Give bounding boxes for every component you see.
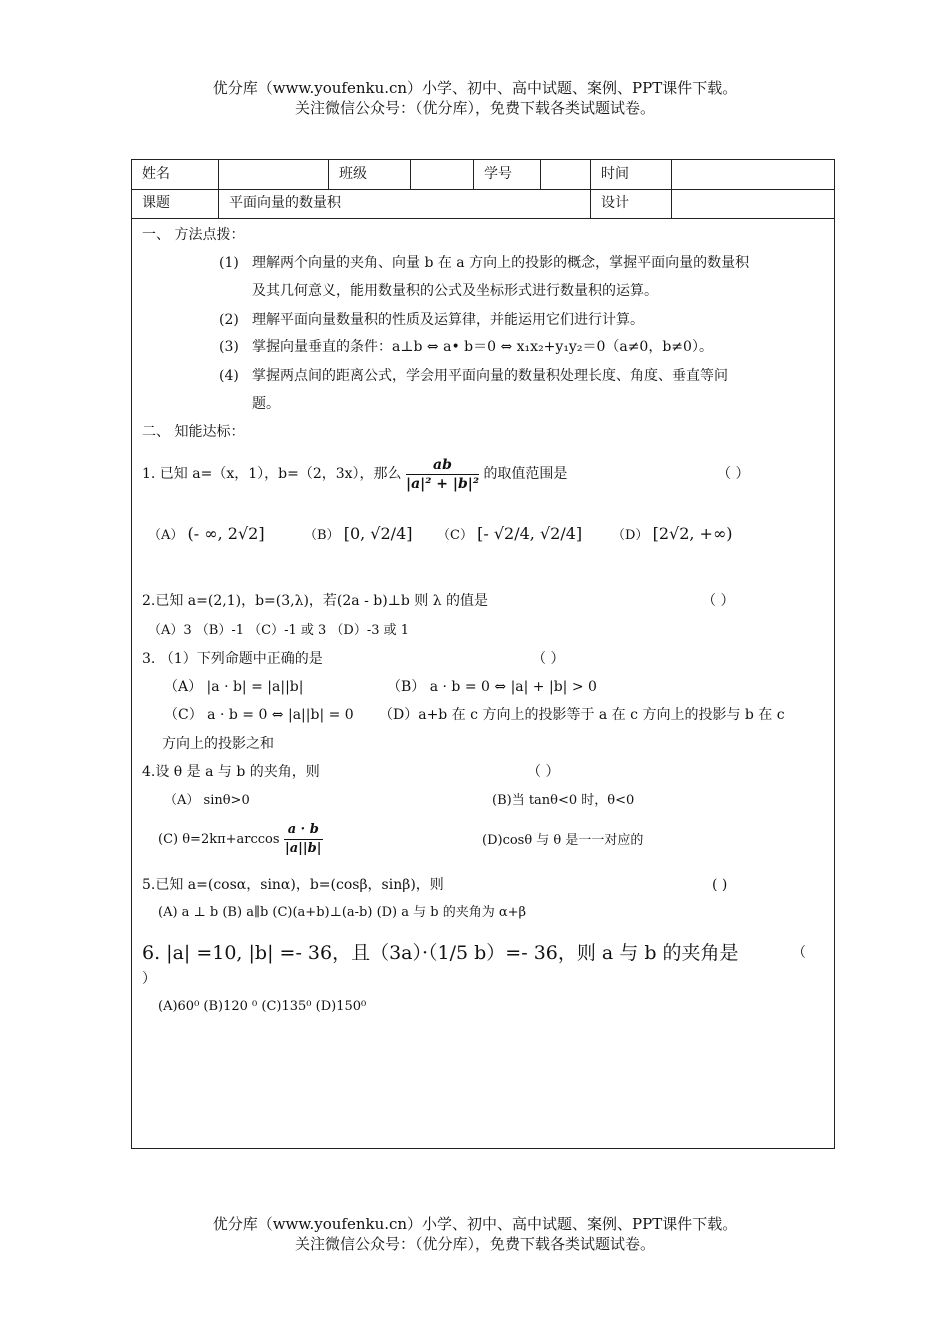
- design-label: 设计: [591, 189, 672, 218]
- q1-stem-end: 的取值范围是: [483, 466, 568, 482]
- q1-a-value: (- ∞, 2√2]: [187, 524, 265, 543]
- method-item-2-line1: 理解平面向量数量积的性质及运算律，并能运用它们进行计算。: [252, 312, 644, 328]
- page-footer: [0, 1214, 950, 1254]
- q1-c-label: （C）: [437, 528, 473, 543]
- section1-title: 一、 方法点拨：: [142, 227, 245, 243]
- q1-option-d: [612, 524, 733, 546]
- time-label: 时间: [591, 160, 672, 189]
- q4-c-num: a · b: [284, 821, 323, 840]
- footer-line-2: 关注微信公众号：（优分库），免费下载各类试题试卷。: [294, 1235, 655, 1253]
- q4-c-fraction: [284, 821, 323, 858]
- name-label: 姓名: [132, 160, 219, 189]
- q1-stem-start: 1. 已知 a=（x，1），b=（2，3x），那么: [142, 466, 402, 482]
- q1-frac-num: ab: [406, 456, 479, 475]
- question-2-stem: 2.已知 a=(2,1)，b=(3,λ)，若(2a - b)⊥b 则 λ 的值是: [142, 593, 489, 609]
- header-line-2: 关注微信公众号：（优分库），免费下载各类试题试卷。: [294, 99, 655, 117]
- class-label: 班级: [329, 160, 411, 189]
- q4-c-prefix: (C) θ=2kπ+arccos: [158, 832, 280, 847]
- q1-d-value: [2√2, +∞): [652, 524, 733, 543]
- section2-title: 二、 知能达标：: [142, 424, 245, 440]
- page-header: [0, 78, 950, 118]
- question-3-stem: 3. （1）下列命题中正确的是: [142, 651, 323, 667]
- method-item-1-num: (1): [219, 255, 239, 271]
- q1-answer-paren: （ ）: [717, 466, 750, 482]
- q1-d-label: （D）: [612, 528, 649, 543]
- q3-answer-paren: （ ）: [532, 651, 565, 667]
- q1-option-c: [437, 524, 582, 546]
- student-id-label: 学号: [474, 160, 541, 189]
- q5-answer-paren: ( ): [712, 877, 728, 893]
- q4-answer-paren: （ ）: [527, 764, 560, 780]
- worksheet-table: [131, 159, 835, 1149]
- method-item-1-line1: 理解两个向量的夹角、向量 b 在 a 方向上的投影的概念，掌握平面向量的数量积: [252, 255, 750, 271]
- q1-a-label: （A）: [148, 528, 184, 543]
- method-item-3-line1: 掌握向量垂直的条件：a⊥b ⇔ a• b＝0 ⇔ x₁x₂+y₁y₂＝0（a≠0，b≠0）。: [252, 339, 713, 355]
- question-5-stem: 5.已知 a=(cosα，sinα)，b=(cosβ，sinβ)，则: [142, 877, 444, 893]
- method-item-3-num: (3): [219, 339, 239, 355]
- q3-option-b: （B） a · b = 0 ⇔ |a| + |b| > 0: [387, 679, 597, 695]
- topic-value: 平面向量的数量积: [219, 189, 591, 218]
- q1-option-b: [304, 524, 412, 546]
- q1-b-label: （B）: [304, 528, 340, 543]
- method-item-4-line2: 题。: [252, 396, 280, 412]
- q6-options: (A)60⁰ (B)120 ⁰ (C)135⁰ (D)150⁰: [158, 999, 367, 1014]
- name-field[interactable]: [219, 160, 329, 189]
- method-item-4-num: (4): [219, 368, 239, 384]
- topic-label: 课题: [132, 189, 219, 218]
- q4-option-c: [158, 817, 323, 863]
- q5-options: (A) a ⊥ b (B) a∥b (C)(a+b)⊥(a-b) (D) a 与 b 的夹角为 α+β: [158, 905, 527, 920]
- q2-options: （A）3 （B）-1 （C）-1 或 3 （D）-3 或 1: [148, 623, 410, 638]
- q3-option-c: （C） a · b = 0 ⇔ |a||b| = 0: [164, 707, 354, 723]
- question-6-stem: 6. |a| =10, |b| =- 36，且（3a）·（1/5 b）=- 36，则 a 与 b 的夹角是: [142, 942, 739, 964]
- topic-row: [132, 189, 834, 219]
- q1-c-value: [- √2/4, √2/4]: [477, 524, 583, 543]
- q3-option-a: （A） |a · b| = |a||b|: [164, 679, 304, 695]
- q1-option-a: [148, 524, 265, 546]
- time-field[interactable]: [672, 160, 834, 189]
- question-1-stem: [142, 451, 567, 497]
- question-4-stem: 4.设 θ 是 a 与 b 的夹角，则: [142, 764, 320, 780]
- q4-option-a: （A） sinθ>0: [164, 793, 250, 808]
- q3-option-d-line2: 方向上的投影之和: [162, 736, 274, 752]
- method-item-1-line2: 及其几何意义，能用数量积的公式及坐标形式进行数量积的运算。: [252, 283, 658, 299]
- q3-option-d-line1: （D）a+b 在 c 方向上的投影等于 a 在 c 方向上的投影与 b 在 c: [379, 707, 785, 723]
- footer-line-1: 优分库（www.youfenku.cn）小学、初中、高中试题、案例、PPT课件下载。: [212, 1215, 738, 1233]
- q1-fraction: [406, 456, 479, 493]
- design-field[interactable]: [672, 189, 834, 218]
- class-field[interactable]: [411, 160, 474, 189]
- q6-paren-close: ）: [142, 971, 156, 987]
- q1-frac-den: |a|² + |b|²: [406, 475, 479, 492]
- q4-c-den: |a||b|: [285, 841, 322, 856]
- q4-option-d: (D)cosθ 与 θ 是一一对应的: [482, 833, 644, 848]
- method-item-4-line1: 掌握两点间的距离公式，学会用平面向量的数量积处理长度、角度、垂直等问: [252, 368, 728, 384]
- student-id-field[interactable]: [541, 160, 591, 189]
- method-item-2-num: (2): [219, 312, 239, 328]
- header-line-1: 优分库（www.youfenku.cn）小学、初中、高中试题、案例、PPT课件下载。: [212, 79, 738, 97]
- q4-option-b: (B)当 tanθ<0 时，θ<0: [492, 793, 635, 808]
- info-row: [132, 160, 834, 190]
- q6-paren-open: （: [792, 945, 806, 961]
- q2-answer-paren: （ ）: [702, 593, 735, 609]
- q1-b-value: [0, √2/4]: [343, 524, 413, 543]
